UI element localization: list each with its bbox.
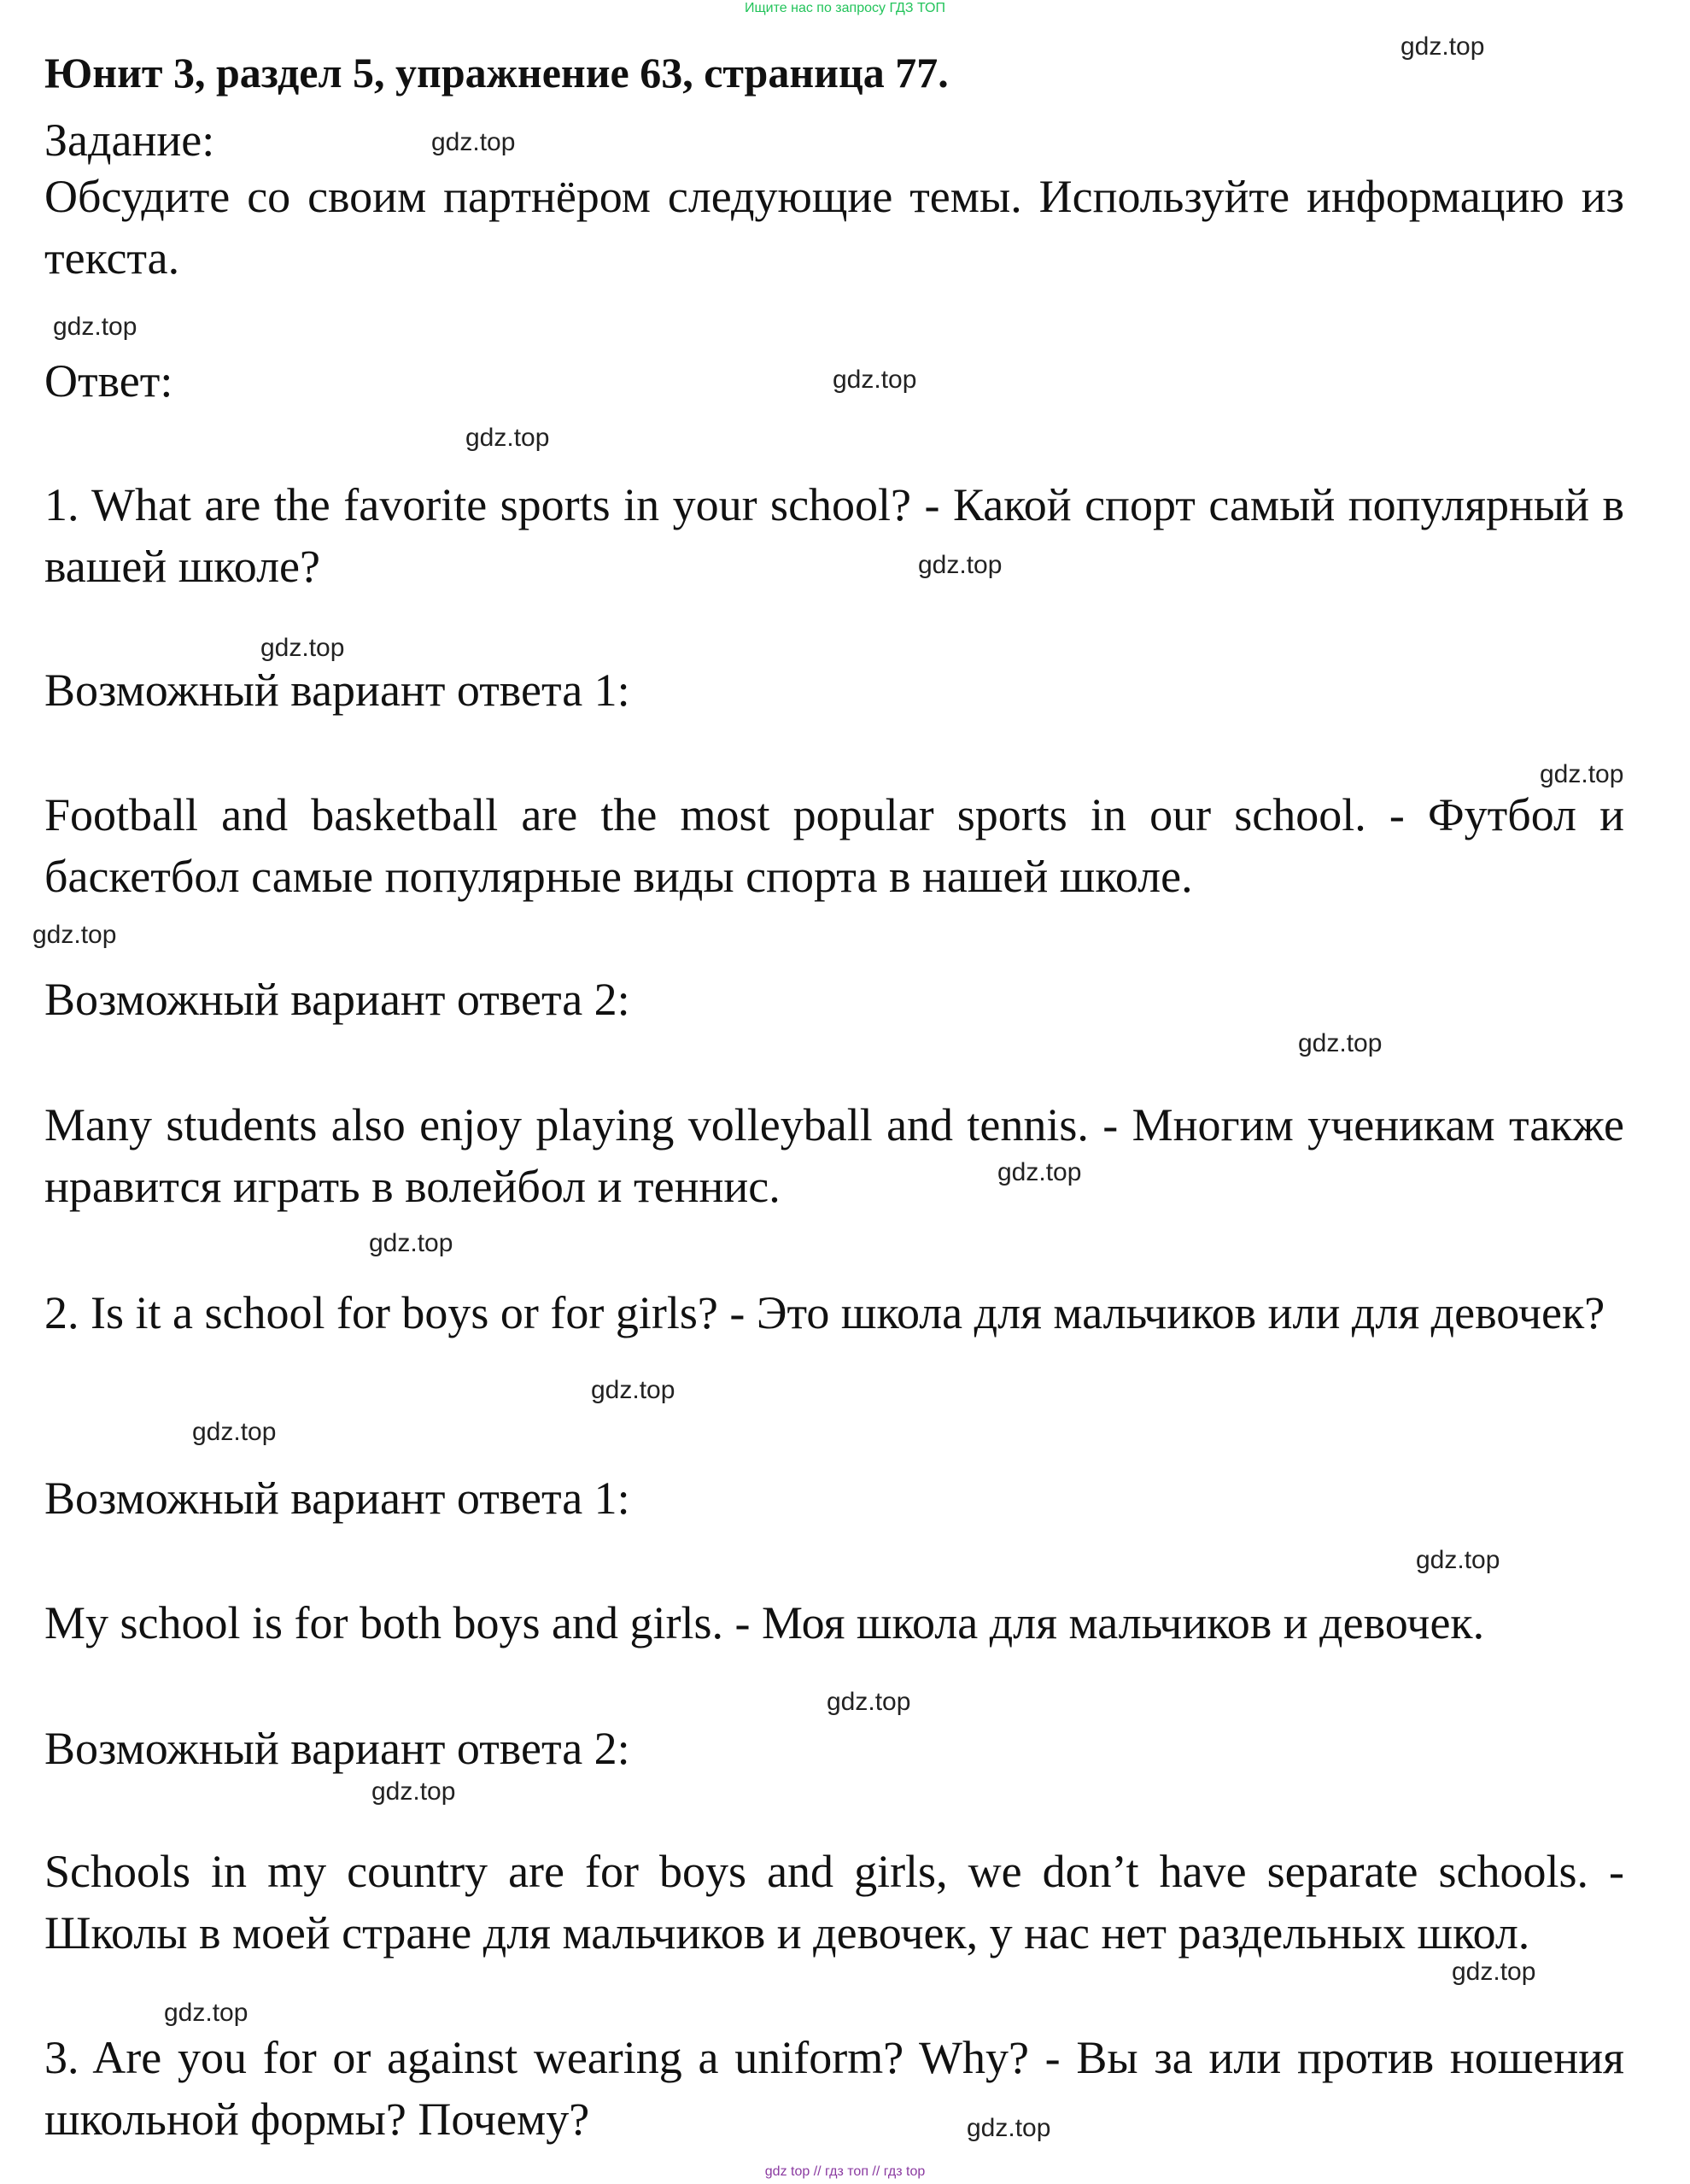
watermark: gdz.top: [591, 1376, 675, 1404]
q2-variant-2-text: Schools in my country are for boys and girls, we don’t have separate schools. - Школы в моей стране для мальчиков и девочек, у нас нет раздельных школ.: [44, 1846, 1624, 1959]
q1-variant-1-label: Возможный вариант ответа 1:: [44, 665, 630, 716]
top-banner: Ищите нас по запросу ГДЗ ТОП: [745, 1, 945, 15]
watermark: gdz.top: [967, 2114, 1051, 2142]
q2-variant-1-text: My school is for both boys and girls. - Моя школа для мальчиков и девочек.: [44, 1597, 1485, 1648]
watermark: gdz.top: [465, 424, 550, 452]
watermark: gdz.top: [164, 1999, 249, 2027]
watermark: gdz.top: [369, 1229, 453, 1257]
watermark: gdz.top: [918, 551, 1003, 579]
watermark: gdz.top: [192, 1418, 277, 1446]
q1-variant-2-label: Возможный вариант ответа 2:: [44, 974, 630, 1025]
question-2: 2. Is it a school for boys or for girls? - Это школа для мальчиков или для девочек?: [44, 1287, 1605, 1338]
q1-variant-1-text: Football and basketball are the most popular sports in our school. - Футбол и баскетбол самые популярные виды спорта в нашей школе.: [44, 789, 1624, 902]
question-1: 1. What are the favorite sports in your school? - Какой спорт самый популярный в вашей школе?: [44, 479, 1624, 592]
watermark: gdz.top: [1401, 32, 1485, 61]
watermark: gdz.top: [431, 128, 516, 156]
answer-label: Ответ:: [44, 355, 173, 407]
watermark: gdz.top: [53, 313, 137, 341]
task-label: Задание:: [44, 114, 215, 166]
q2-variant-2-label: Возможный вариант ответа 2:: [44, 1723, 630, 1774]
watermark: gdz.top: [1298, 1029, 1383, 1057]
page-title: Юнит 3, раздел 5, упражнение 63, страница 77.: [44, 49, 949, 97]
watermark: gdz.top: [32, 921, 117, 949]
watermark: gdz.top: [1452, 1958, 1536, 1986]
watermark: gdz.top: [827, 1688, 911, 1716]
watermark: gdz.top: [833, 366, 917, 394]
watermark: gdz.top: [260, 634, 345, 662]
watermark: gdz.top: [371, 1777, 456, 1806]
q2-variant-1-label: Возможный вариант ответа 1:: [44, 1473, 630, 1524]
task-text: Обсудите со своим партнёром следующие темы. Используйте информацию из текста.: [44, 171, 1624, 284]
watermark: gdz.top: [997, 1158, 1082, 1186]
q1-variant-2-text: Many students also enjoy playing volleyball and tennis. - Многим ученикам также нравится играть в волейбол и теннис.: [44, 1099, 1624, 1212]
question-3: 3. Are you for or against wearing a uniform? Why? - Вы за или против ношения школьной формы? Почему?: [44, 2032, 1624, 2145]
watermark: gdz.top: [1416, 1546, 1500, 1574]
footer: gdz top // гдз топ // гдз top: [764, 2164, 926, 2179]
watermark: gdz.top: [1540, 760, 1624, 788]
